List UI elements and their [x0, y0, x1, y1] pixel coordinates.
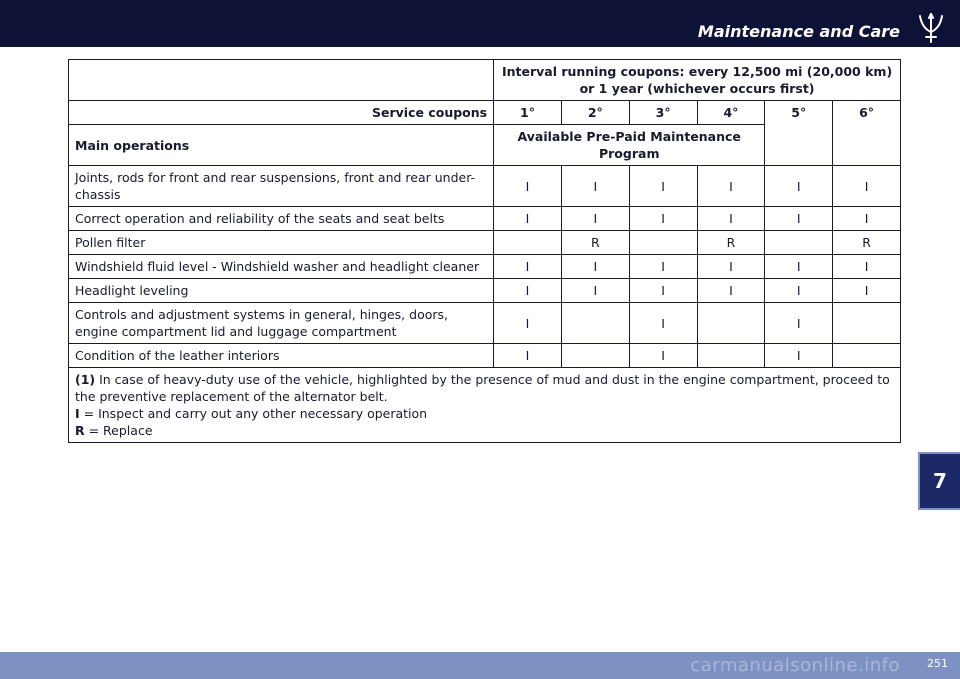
note-1-marker: (1)	[75, 372, 96, 387]
value-cell	[697, 303, 765, 344]
interval-heading: Interval running coupons: every 12,500 mi (20,000 km) or 1 year (whichever occurs first)	[494, 60, 901, 101]
operation-cell: Joints, rods for front and rear suspensions, front and rear under-chassis	[69, 166, 494, 207]
value-cell: I	[494, 344, 562, 368]
table-row	[69, 344, 901, 368]
value-cell: I	[765, 255, 833, 279]
legend-replace	[75, 422, 894, 439]
value-cell: I	[494, 166, 562, 207]
value-cell: I	[494, 303, 562, 344]
page-title: Maintenance and Care	[697, 22, 900, 41]
value-cell: I	[765, 303, 833, 344]
watermark: carmanualsonline.info	[690, 655, 900, 676]
value-cell: I	[561, 166, 629, 207]
main-operations-label: Main operations	[69, 125, 494, 166]
value-cell: I	[765, 207, 833, 231]
value-cell: I	[629, 303, 697, 344]
table-row	[69, 207, 901, 231]
value-cell: I	[833, 279, 901, 303]
value-cell: I	[561, 255, 629, 279]
service-coupons-label: Service coupons	[69, 101, 494, 125]
service-coupons-row	[69, 101, 901, 125]
value-cell: I	[833, 207, 901, 231]
interval-header-row	[69, 60, 901, 101]
note-1	[75, 371, 894, 405]
value-cell	[629, 231, 697, 255]
table-row	[69, 255, 901, 279]
program-label: Available Pre-Paid Maintenance Program	[494, 125, 765, 166]
value-cell	[833, 303, 901, 344]
table-row	[69, 303, 901, 344]
table-row	[69, 231, 901, 255]
value-cell: I	[765, 166, 833, 207]
value-cell: I	[697, 255, 765, 279]
footer-bar	[0, 652, 960, 679]
coupon-6: 6°	[833, 101, 901, 166]
value-cell	[765, 231, 833, 255]
value-cell	[561, 303, 629, 344]
value-cell	[833, 344, 901, 368]
coupon-2: 2°	[561, 101, 629, 125]
value-cell: I	[494, 255, 562, 279]
value-cell	[697, 344, 765, 368]
value-cell	[561, 344, 629, 368]
empty-header-cell	[69, 60, 494, 101]
legend-i-key: I	[75, 406, 80, 421]
legend-inspect	[75, 405, 894, 422]
value-cell: R	[561, 231, 629, 255]
value-cell: R	[833, 231, 901, 255]
maintenance-schedule-table	[68, 59, 901, 443]
value-cell: I	[833, 166, 901, 207]
operation-cell: Headlight leveling	[69, 279, 494, 303]
coupon-5: 5°	[765, 101, 833, 166]
operation-cell: Pollen filter	[69, 231, 494, 255]
operation-cell: Condition of the leather interiors	[69, 344, 494, 368]
operation-cell: Controls and adjustment systems in general, hinges, doors, engine compartment lid and luggage compartment	[69, 303, 494, 344]
operation-cell: Correct operation and reliability of the seats and seat belts	[69, 207, 494, 231]
value-cell	[494, 231, 562, 255]
value-cell: I	[697, 279, 765, 303]
operation-cell: Windshield fluid level - Windshield washer and headlight cleaner	[69, 255, 494, 279]
legend-r-key: R	[75, 423, 85, 438]
notes-cell	[69, 368, 901, 443]
trident-logo-icon	[916, 10, 946, 44]
value-cell: I	[697, 166, 765, 207]
value-cell: I	[494, 279, 562, 303]
coupon-4: 4°	[697, 101, 765, 125]
value-cell: I	[629, 255, 697, 279]
value-cell: I	[561, 279, 629, 303]
value-cell: R	[697, 231, 765, 255]
page-number: 251	[927, 657, 948, 670]
value-cell: I	[697, 207, 765, 231]
value-cell: I	[629, 344, 697, 368]
table-row	[69, 279, 901, 303]
notes-row	[69, 368, 901, 443]
value-cell: I	[765, 344, 833, 368]
value-cell: I	[629, 166, 697, 207]
header-bar	[0, 0, 960, 47]
value-cell: I	[561, 207, 629, 231]
chapter-tab: 7	[918, 452, 960, 510]
coupon-3: 3°	[629, 101, 697, 125]
legend-i-text: = Inspect and carry out any other necessary operation	[79, 406, 428, 421]
value-cell: I	[629, 207, 697, 231]
note-1-text: In case of heavy-duty use of the vehicle, highlighted by the presence of mud and dust in the engine compartment, proceed to the preventive replacement of the alternator belt.	[75, 372, 890, 404]
value-cell: I	[833, 255, 901, 279]
legend-r-text: = Replace	[84, 423, 153, 438]
table-row	[69, 166, 901, 207]
value-cell: I	[765, 279, 833, 303]
value-cell: I	[629, 279, 697, 303]
value-cell: I	[494, 207, 562, 231]
coupon-1: 1°	[494, 101, 562, 125]
